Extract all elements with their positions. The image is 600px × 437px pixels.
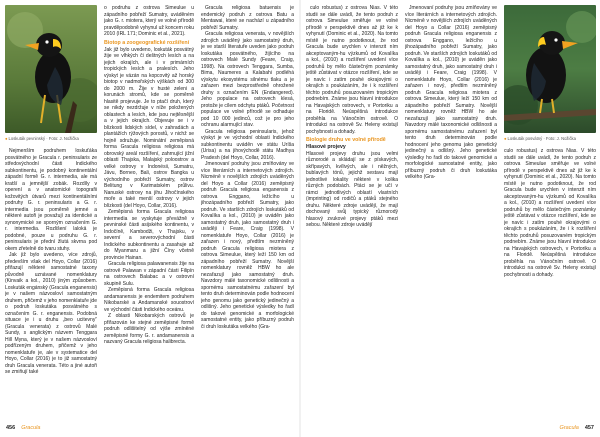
myna-illustration-left bbox=[5, 5, 97, 133]
paragraph: culo robustus) z ostrova Nias. V této studii se dále uvádí, že tento podruh z ostrova Simeulue směřuje ve volné přírodě v perspektivě dnes až již ke k vyhynutí (Dominic et al., 2020). Na tomto místě je nutno podotknout, že rod Gracula bude urychlen v intenzit ním akceptovaným-hu výzkumů od Kovalíka a kol., (2010) a rozšíření uvedení více podruhů by mělo částečným poznámky ještě zůstávat v otázce rozšíření, kde se je navíc i zatím pouhé okrajovými o okrajích s poukázáním, že i k rozšíření těchto podruhů posuzovaném tropickým podnebím. Známe jsou hlavní introdukce na Havajských ostrovech, v Portoriku a na Floridě. Neúspěšná introdukce proběhla na Vánočním ostrově. O introdukci na ostrově Sv. Heleny existují pochybnosti a dohady. bbox=[306, 5, 398, 135]
section-heading-biotop: Biotop a zoogeografické rozšíření bbox=[104, 39, 190, 46]
footer-right bbox=[554, 424, 594, 432]
paragraph: Hlasové projevy druhu jsou velmi různorodé a skládají se z pískavých, skřípavých, kvílivých, ale i něžných, bublavých tónů, jejichž sestavu mají jednotlivé lokality některé v kolika různých podobách. Ptáci se je učí v rámci jednotlivých oblastí vlastních (imprinting) od rodičů a ptáků stejného druhu. Některé zdroje uvádějí, že mají dochovaný svůj typický různorodý hlasový zvukové projevy ptáků mezi sebou. Některé zdroje uvádějí bbox=[306, 150, 398, 229]
paragraph: Jak již bylo uvedeno, loskuták posvátný žije ve vlhkých či deštných lesích a na jejich okrajích, ale i v primárních tropických lesích a pralesích. Jeho výskyt je vázán na kopcovitý až horský biotop v nadmořských výškách od 300 do 2000 m. Žije v husté zeleni a korunách stromů, kde se poměrně hlasitě projevuje. Je to ptačí druh, který se nikdy nezdržuje v níže položených oblastech a lesích, kde jsou nejtěsnější a v jejich okrajích. Objevuje se i v blízkosti lidských sídel, v zahradách a plantážích rýžových porostů, v nichž se hojně sdružuje. Nominátní zeměpisná forma Gracula religiosa religiosa má obrovský areál rozšíření, zahrnující jižní oblasti Thajska, Malajský poloostrov a velké ostrovy v Indonésii, Sumatru, Jávu, Borneo, Bali, ostrov Bangka u východního pobřeží Sumatry, ostrov Belitung v Karimatském průlivu. Nanuské ostrovy na jihu Jihočínského moře a také menší ostrovy v jejich blízkosti (del Hoyo, Collar, 2016). bbox=[104, 46, 194, 209]
paragraph: Gracula religiosa palawanensis žije na ostrově Palawan v západní části Filipín na ostrovech Balabac a v ostrovní skupině Sulu. bbox=[104, 261, 194, 287]
section-heading-biologie: Biologie druhu ve volné přírodě bbox=[306, 137, 386, 143]
caption-text: Loskuták posvátný · Foto: J. Nožička bbox=[507, 136, 576, 141]
bird-photo-left bbox=[5, 5, 97, 133]
paragraph: Jmenovaní podruhy jsou zmíňovány ve více literárních a internetových zdrojích. Nicméně v novějších zdrojích uváděných del Hoyo a Collar (2016) zeměpisný podruh Gracula religiosa enganensis z ostrova Enggano, ležícího u jihozápadního pobřeží Sumatry, jako podruh. Ve starších zdrojích loskutáků od Kovalíka a kol., (2010) je uváděn jako samostatný druh, jako samostatný druh i uváději i Feare, Craig (1998). V nomenklatuře Hoyo, Collar (2016) je zařazen i nový, předtím nezmíněný podruh Gracula religiosa miotera z ostrova Simeulue, který leží 150 km od západního pobřeží Sumatry. Novější nomenklatury rovněž HBW ho ale nezařazují jako samostatný druh. Navzdory málé taxonomické odlišnosti a spornému samostatnému zařazení byl tento druh determinován podle hodnocení jeho genomu jako genetický jedinečný a odlišný. Jeho genetické výsledky ho řadí do takové genomické a morfologické samostatné entity, jako příbuzný podruh či druh loskutáka velkého (Gra- bbox=[201, 161, 294, 330]
paragraph: Zeměpisná forma Gracula religiosa andamanensis je endemitem podruhem Nikobarské a Andamanské souostroví ve východní části Indického oceánu. bbox=[104, 287, 194, 313]
myna-illustration-right bbox=[504, 5, 596, 133]
right-col-3 bbox=[504, 148, 596, 420]
photo-caption-left bbox=[5, 136, 97, 141]
subheading-hlasove-projevy: Hlasové projevy bbox=[306, 144, 346, 150]
left-col-2 bbox=[104, 5, 194, 420]
paragraph: Zeměpisná forma Gracula religiosa intermedia se vyskytuje převážně v pevninské části asijského kontinentu, v Indočíně, Kambodži, v Thajsku, v severní a severovýchodní části Indického subkontinentu a zasahuje až do Myanmaru a jižní Číny včetně provincie Hainan. bbox=[104, 209, 194, 261]
right-page bbox=[301, 0, 600, 437]
footer-left bbox=[6, 424, 46, 432]
page-number: 457 bbox=[584, 425, 594, 431]
paragraph: Gracula religiosa venerata, v novějších zdrojích uváděný jako samostatný druh, je ve starší literatuře uveden jako podruh loskutáka posvátného, žijícího na ostrovech Malé Sundy (Feare, Craig, 1998). Na ostrovech Tenggara, Sumba, Bima, Naumeres a Kalabahi podléhá výskytu ekosystému silnému tlaku a je zařazen mezi bezprostředně ohrožené druhy s označením EN (Endangered). Jeho populace na ostrovech klesá, protože je cílem odchytu ptáků. Početnost populace ve volné přírodě se odhaduje pod 10 000 jedinců, což je pro jeho ochranu alarmující stav. bbox=[201, 31, 294, 128]
running-title: Gracula bbox=[559, 425, 579, 431]
running-title: Gracula bbox=[21, 425, 41, 431]
paragraph: Jak již bylo uvedeno, více zdrojů, především však del Hoyo, Collar (2016) přiřazují některé samostatné taxony původně uznávané nomenklatury (Kinvaik a kol., 2010) jiným způsobem. Loskuták engánský (Gracula enganensis) je v našem názvosloví samostatným druhem, přičemž v jeho nomenklatuře jde o podruh loskutáka posvátného s označením G. r. enganensis. Podobná situace je i u druhu „beo ucitevny“ (Gracula venerata) z ostrovů Malé Sundy, s anglickým názvem Tenggara Hill Myna, který je v našem názvosloví podřízeným druhem, přičemž v jeho nomenklatuře je, ale v systematice del Hoyo, Collar (2016) je to již samostatný druh Gracula venerata. Této a jiné autoři se zmiňují také bbox=[5, 252, 97, 375]
bird-photo-right bbox=[504, 5, 596, 133]
paragraph: Z oblasti Nikobarských ostrovů je přiřazován ke stejné zeměpisné formě podruh odlišitelný od výše zmíněné zeměpisné formy G. r. andamanensis a nazvaný Gracula religiosa halibrecta. bbox=[104, 313, 194, 345]
left-col-1 bbox=[5, 148, 97, 420]
paragraph: Gracula religiosa peninsularis, jehož výskyt je ve východní oblasti Indického subkontinentu uváděn ve státu Uríša (Urisa) a na jihovýchodě státu Madhya Pradesh (del Hoyo, Collar, 2016). bbox=[201, 128, 294, 161]
photo-caption-right bbox=[504, 136, 596, 141]
paragraph: Gracula religiosa batuensis je endemický podruh z ostrova Batu a Mentawai, které se nachází u západního pobřeží Sumatry. bbox=[201, 5, 294, 31]
paragraph: culo robustus) z ostrova Nias. V této studii se dále uvádí, že tento podruh z ostrova Simeulue směřuje ve volné přírodě v perspektivě dnes až již ke k vyhynutí (Dominic et al., 2020). Na tomto místě je nutno podotknout, že rod Gracula bude urychlen v intenzit ním akceptovaným-hu výzkumů od Kovalíka a kol., (2010) a rozšíření uvedení více podruhů by mělo částečným poznámky ještě zůstávat v otázce rozšíření, kde se je navíc i zatím pouhé okrajovými o okrajích s poukázáním, že i k rozšíření těchto podruhů posuzovaném tropickým podnebím. Známe jsou hlavní introdukce na Havajských ostrovech, v Portoriku a na Floridě. Neúspěšná introdukce proběhla na Vánočním ostrově. O introdukci na ostrově Sv. Heleny existují pochybnosti a dohady. bbox=[504, 148, 596, 278]
page-number: 456 bbox=[6, 425, 16, 431]
left-col-3 bbox=[201, 5, 294, 420]
left-page bbox=[0, 0, 299, 437]
paragraph: Jmenovaní podruhy jsou zmíňovány ve více literárních a internetových zdrojích. Nicméně v novějších zdrojích uváděných del Hoyo a Collar (2016) zeměpisný podruh Gracula religiosa enganensis z ostrova Enggano, ležícího u jihozápadního pobřeží Sumatry, jako podruh. Ve starších zdrojích loskutáků od Kovalíka a kol., (2010) je uváděn jako samostatný druh, jako samostatný druh i uváději i Feare, Craig (1998). V nomenklatuře Hoyo, Collar (2016) je zařazen i nový, předtím nezmíněný podruh Gracula religiosa miotera z ostrova Simeulue, který leží 150 km od západního pobřeží Sumatry. Novější nomenklatury rovněž HBW ho ale nezařazují jako samostatný druh. Navzdory málé taxonomické odlišnosti a spornému samostatnému zařazení byl tento druh determinován podle hodnocení jeho genomu jako genetický jedinečný a odlišný. Jeho genetické výsledky ho řadí do takové genomické a morfologické samostatné entity, jako příbuzný podruh či druh loskutáka velkého (Gra- bbox=[405, 5, 497, 180]
right-col-2 bbox=[405, 5, 497, 420]
caption-bullet-icon: ● bbox=[5, 136, 8, 141]
paragraph: Nejmenším podruhem loskuťáka posvátného je Gracula r. peninsularis ze středovýchodní části Indického subkontinentu, je podobný kontinentální západní formě G. r. intermedia, ale má kratší a jemnější zobák. Rozdíly v operení a v anatomické topografii kožovitých útvarů mezi kontinentálními podruhy G. r. peninsularis a G. r. intermedia jsou poměrně jemné a některé autoři je považují za identické a synonymické se sporným označením G. r. intermedia. Rozlišení lalokä je podobné, pouze u podruhu G. r. peninsularis je přední žlutá skvrna pod okem zřetelně do tvaru stuhy. bbox=[5, 148, 97, 252]
caption-bullet-icon: ● bbox=[504, 136, 507, 141]
paragraph: o podruhu z ostrova Simeulue u západního pobřeží Sumatry, uváděném jako G. r. miotera, který ve volné přírodě pravděpodobně vyhynul už koncem roku 2010 (IRL 171; Dominic et al., 2021). bbox=[104, 5, 194, 37]
right-col-1 bbox=[306, 5, 398, 420]
caption-text: Loskuták pevninský · Foto: J. Nožička bbox=[8, 136, 79, 141]
